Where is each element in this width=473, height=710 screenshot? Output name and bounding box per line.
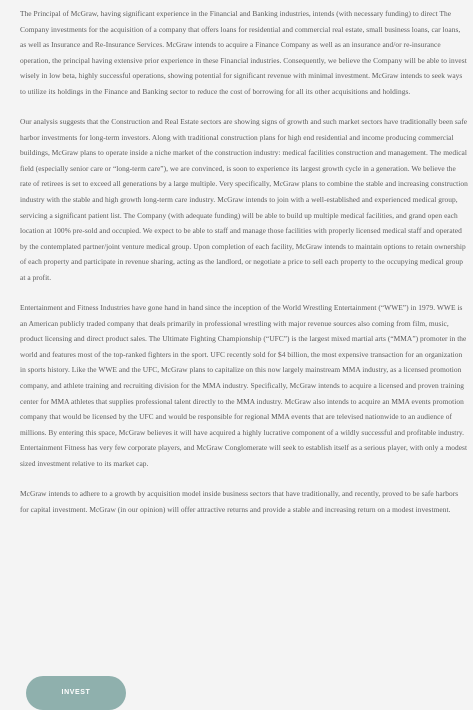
invest-button[interactable]: INVEST (26, 676, 126, 710)
construction-paragraph: Our analysis suggests that the Construction and Real Estate sectors are showing signs of growth and such market sectors have traditionally been safe harbor investments for long-term investors. Along with traditional construction plans for high end residential and income producing commercial buildings, McGraw plans to operate inside a niche market of the construction industry: medical facilities construction and management. The medical field (especially senior care or “long-term care”), we are convinced, is soon to experience its largest growth cycle in a generation. We believe the rate of retirees is set to exceed all generations by a large multiple. Very specifically, McGraw plans to combine the stable and increasing construction industry with the stable and high growth long-term care industry. McGraw intends to join with a well-established and experienced medical group, servicing a significant patient list. The Company (with adequate funding) will be able to build up multiple medical facilities, and grand open each location at 100% pre-sold and occupied. We expect to be able to staff and manage those facilities with properly licensed medical staff and operated by the contemplated partner/joint venture medical group. Upon completion of each facility, McGraw intends to maintain options to retain ownership of each property and participate in revenue sharing, acting as the landlord, or negotiate a price to sell each property to the occupying medical group at a profit. (20, 117, 468, 282)
entertainment-paragraph: Entertainment and Fitness Industries have gone hand in hand since the inception of the World Wrestling Entertainment (“WWE”) in 1979. WWE is an American publicly traded company that deals primarily in professional wrestling with major revenue sources also coming from film, music, product licensing and direct product sales. The Ultimate Fighting Championship (“UFC”) is the largest mixed martial arts (“MMA”) promoter in the world and features most of the top-ranked fighters in the sport. UFC recently sold for $4 billion, the most expensive transaction for an organization in sports history. Like the WWE and the UFC, McGraw plans to capitalize on this now largely mainstream MMA industry, as a licensed promotion company, and athlete training and recruiting division for the MMA industry. Specifically, McGraw intends to acquire a licensed and proven training center for MMA athletes that supplies professional talent directly to the MMA industry. McGraw also intends to acquire an MMA events promotion company that would be licensed by the UFC and would be responsible for regional MMA events that are televised nationwide to an audience of millions. By entering this space, McGraw believes it will have acquired a highly lucrative component of a wildly successful and profitable industry. Entertainment Fitness has very few corporate players, and McGraw Conglomerate will seek to establish itself as a serious player, with only a modest sized investment relative to its market cap. (20, 303, 468, 469)
main-content (20, 6, 468, 532)
finance-paragraph: The Principal of McGraw, having significant experience in the Financial and Banking industries, intends (with necessary funding) to direct The Company investments for the acquisition of a company that offers loans for residential and commercial real estate, small business loans, car loans, as well as Insurance and Re-Insurance Services. McGraw intends to acquire a Finance Company as well as an insurance and/or re-insurance operation, the principal having extensive prior experience in these Financial industries. Consequently, we believe the Company will be able to invest wisely in low beta, highly successful operations, showing potential for significant revenue with minimal investment. McGraw intends to seek ways to utilize its holdings in the Finance and Banking sector to reduce the cost of borrowing for all its other acquisitions and holdings. (20, 9, 467, 96)
growth-paragraph: McGraw intends to adhere to a growth by acquisition model inside business sectors that have traditionally, and recently, proved to be safe harbors for capital investment. McGraw (in our opinion) will offer attractive returns and provide a stable and increasing return on a modest investment. (20, 489, 459, 514)
